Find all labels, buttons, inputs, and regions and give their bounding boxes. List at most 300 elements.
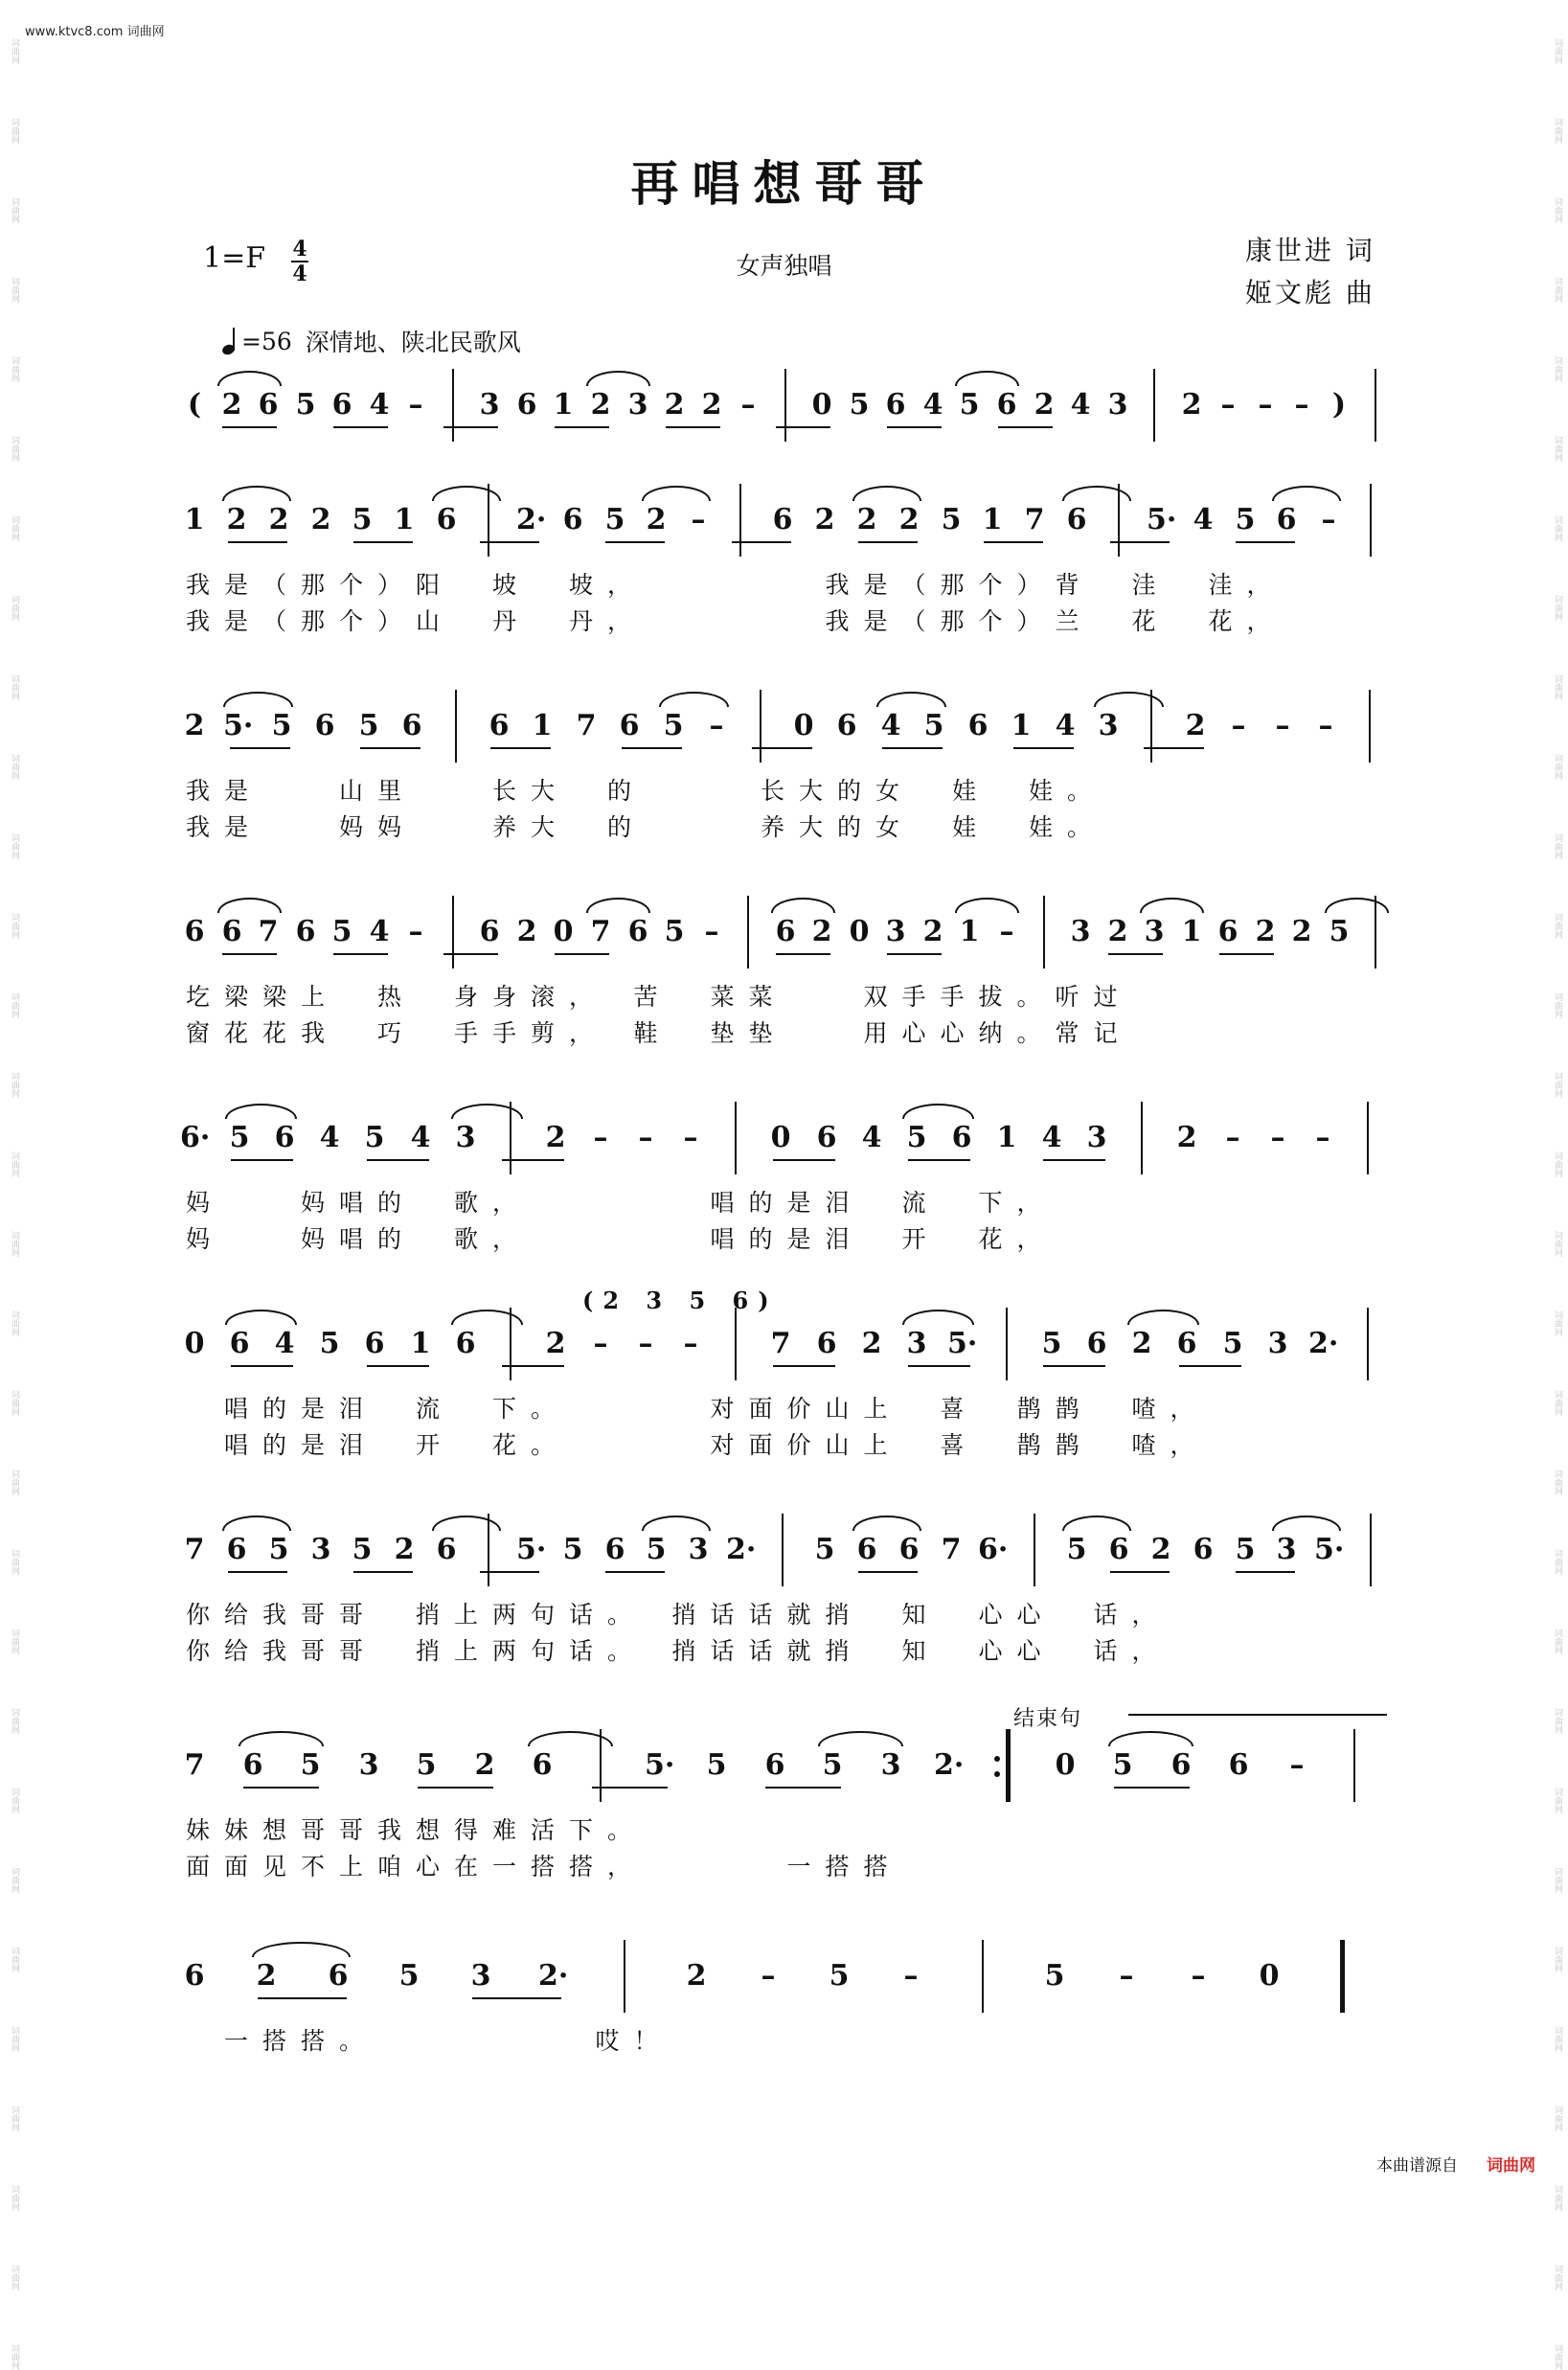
note: – [691, 503, 706, 536]
bar-line [452, 896, 454, 969]
note: – [1220, 388, 1236, 422]
watermark-text: 词曲网 [1553, 1151, 1562, 1177]
note: 2 [590, 388, 611, 422]
note: 3 [358, 1748, 379, 1782]
note: 5 [814, 1533, 835, 1566]
slur-arc [902, 1310, 974, 1325]
note: 5 [941, 503, 962, 536]
slur-arc [252, 1942, 351, 1957]
note: 5 [295, 388, 316, 422]
note: 6 [221, 915, 242, 948]
beam-line [360, 747, 420, 749]
lyric-line: 圪梁梁上 热 身身滚， 苦 菜菜 双手手拔。听过 [186, 983, 1132, 1011]
notes-row [180, 1327, 1398, 1384]
watermark-text: 词曲网 [1553, 2026, 1562, 2052]
watermark-text: 词曲网 [1553, 277, 1562, 303]
site-header[interactable]: www.ktvc8.com 词曲网 [25, 25, 165, 39]
note: – [740, 388, 756, 422]
note: 0 [1259, 1959, 1280, 1993]
note: 5 [1329, 915, 1350, 948]
slur-arc [451, 1310, 523, 1325]
lyric-line: 妹妹想哥哥我想得难活下。 [186, 1816, 647, 1844]
note: 5 [959, 388, 980, 422]
beam-line [776, 426, 830, 428]
bar-line [1006, 1308, 1008, 1380]
bar-line [982, 1940, 984, 2013]
slur-arc [1272, 1515, 1341, 1531]
note: 1 [996, 1121, 1017, 1154]
note: 0 [849, 915, 870, 948]
beam-line [1013, 747, 1074, 749]
note: 7 [576, 709, 597, 742]
note: 2 [268, 503, 289, 536]
note: 4 [410, 1121, 431, 1154]
time-signature-top: 4 [292, 237, 307, 262]
beam-line [858, 541, 918, 543]
composer-credit: 姬文彪 曲 [1245, 277, 1375, 308]
watermark-text: 词曲网 [10, 1947, 19, 1972]
repeat-dot [994, 1771, 1000, 1777]
slur-arc [1094, 692, 1164, 707]
watermark-text: 词曲网 [10, 913, 19, 939]
watermark-text: 词曲网 [1553, 595, 1562, 621]
note: – [1275, 709, 1290, 742]
watermark-text: 词曲网 [10, 1549, 19, 1575]
note: 6 [1066, 503, 1087, 536]
bar-line [739, 484, 741, 557]
note: – [761, 1959, 776, 1993]
watermark-text: 词曲网 [1553, 356, 1562, 382]
watermark-text: 词曲网 [1553, 1390, 1562, 1416]
note: 5· [1147, 503, 1177, 536]
note: 2 [922, 915, 943, 948]
slur-arc [771, 898, 835, 913]
note: 6 [242, 1748, 263, 1782]
watermark-text: 词曲网 [10, 515, 19, 541]
note: 6· [180, 1121, 211, 1154]
slur-arc [217, 898, 282, 913]
slur-arc [222, 1515, 291, 1531]
watermark-text: 词曲网 [1553, 2265, 1562, 2290]
beam-line [222, 426, 277, 428]
watermark-text: 词曲网 [10, 1231, 19, 1257]
lyric-line: 面面见不上咱心在一搭搭， 一搭搭 [186, 1853, 902, 1880]
note: 2 [861, 1327, 882, 1360]
credits [1245, 230, 1375, 314]
note: 6 [258, 388, 279, 422]
note: 6 [885, 388, 906, 422]
note: 5 [1112, 1748, 1133, 1782]
watermark-text: 词曲网 [1553, 2106, 1562, 2131]
note: 6 [455, 1327, 476, 1360]
beam-line [258, 1997, 347, 1999]
watermark-text: 词曲网 [10, 1470, 19, 1495]
note: – [709, 709, 724, 742]
note: 7 [590, 915, 611, 948]
repeat-dot [994, 1756, 1000, 1762]
note: – [593, 1327, 608, 1360]
beam-line [908, 1159, 970, 1161]
note: 3 [906, 1327, 927, 1360]
bar-line [452, 369, 454, 442]
bar-line [1141, 1102, 1143, 1174]
bar-line [488, 484, 489, 557]
watermark-text: 词曲网 [10, 2106, 19, 2131]
watermark-text: 词曲网 [10, 833, 19, 859]
bar-line [1034, 1514, 1035, 1586]
footer-brand[interactable]: 词曲网 [1487, 2156, 1535, 2176]
bar-line [1375, 369, 1376, 442]
watermark-text: 词曲网 [10, 992, 19, 1018]
bar-line [1375, 896, 1376, 969]
bar-line [735, 1102, 737, 1174]
note: 4 [1041, 1121, 1062, 1154]
note: 3 [1144, 915, 1165, 948]
bar-line [760, 690, 761, 763]
note: 5· [516, 1533, 547, 1566]
beam-line [367, 1365, 429, 1367]
ending-bracket [1128, 1714, 1387, 1716]
note: – [638, 1327, 653, 1360]
note: – [1315, 1121, 1330, 1154]
beam-line [765, 1787, 841, 1789]
quarter-note-icon [222, 328, 238, 354]
score-system [180, 1287, 1398, 1499]
note: ) [1331, 388, 1347, 422]
lyric-line: 我是（那个）山 丹 丹， 我是（那个）兰 花 花， [186, 607, 1285, 635]
bar-line [1367, 1308, 1369, 1380]
slur-arc [1127, 1310, 1199, 1325]
note: 6 [967, 709, 989, 742]
lyric-line: 窗花花我 巧 手手剪， 鞋 垫垫 用心心纳。常记 [186, 1019, 1132, 1047]
tempo-expression: 深情地、陕北民歌风 [305, 329, 521, 356]
note: 5 [664, 915, 685, 948]
note: 6 [619, 709, 640, 742]
note: 6 [274, 1121, 295, 1154]
watermark-text: 词曲网 [10, 1151, 19, 1177]
note: 2 [221, 388, 242, 422]
note: – [683, 1327, 698, 1360]
slur-arc [955, 371, 1019, 386]
note: 2 [310, 503, 331, 536]
watermark-text: 词曲网 [1553, 674, 1562, 700]
slur-arc [1325, 898, 1389, 913]
bar-line [782, 1514, 784, 1586]
beam-line [1236, 1571, 1295, 1573]
watermark-left [6, 38, 19, 2370]
note: 5 [706, 1748, 727, 1782]
bar-line [735, 1308, 737, 1380]
note: 3 [627, 388, 648, 422]
beam-line [222, 953, 277, 955]
watermark-text: 词曲网 [1553, 992, 1562, 1018]
slur-arc [955, 898, 1019, 913]
bar-line [1006, 1729, 1011, 1802]
note: – [408, 388, 423, 422]
note: 2 [516, 915, 537, 948]
note: 6 [226, 1533, 247, 1566]
note: 7 [770, 1327, 791, 1360]
bar-line [1369, 690, 1371, 763]
note: 6 [479, 915, 500, 948]
watermark-text: 词曲网 [1553, 197, 1562, 223]
note: 5 [398, 1959, 420, 1993]
note: 2 [898, 503, 920, 536]
note: 2· [516, 503, 547, 536]
note: 1 [959, 915, 980, 948]
note: 4 [1070, 388, 1091, 422]
beam-line [490, 747, 551, 749]
note: 1 [532, 709, 553, 742]
note: 4 [274, 1327, 295, 1360]
watermark-text: 词曲网 [1553, 2344, 1562, 2370]
beam-line [502, 1159, 564, 1161]
note: 1 [410, 1327, 431, 1360]
bar-line [488, 1514, 489, 1586]
note: – [683, 1121, 698, 1154]
note: 5 [849, 388, 870, 422]
watermark-text: 词曲网 [1553, 38, 1562, 64]
note: 2 [701, 388, 722, 422]
notes-row [180, 709, 1398, 766]
note: 2 [1181, 388, 1202, 422]
tempo-bpm: =56 [241, 327, 292, 355]
note: 6 [772, 503, 793, 536]
beam-line [228, 541, 287, 543]
beam-line [502, 1365, 564, 1367]
note: – [1225, 1121, 1240, 1154]
watermark-text: 词曲网 [10, 674, 19, 700]
note: 2· [934, 1748, 965, 1782]
beam-line [887, 426, 942, 428]
score-system [180, 915, 1398, 1087]
slur-arc [223, 692, 293, 707]
note: 1 [553, 388, 574, 422]
lyric-line: 唱的是泪 开 花。 对面价山上 喜 鹊鹊 喳， [186, 1431, 1209, 1459]
time-signature-bottom: 4 [292, 262, 307, 286]
note: – [903, 1959, 919, 1993]
beam-line [418, 1787, 493, 1789]
beam-line [666, 426, 720, 428]
note: – [1119, 1959, 1134, 1993]
note: 6 [1170, 1748, 1192, 1782]
tempo-marking [222, 324, 521, 358]
note: – [1289, 1748, 1305, 1782]
beam-line [231, 1159, 293, 1161]
watermark-text: 词曲网 [1553, 1867, 1562, 1893]
slur-arc [239, 1731, 324, 1746]
note: 5 [352, 503, 373, 536]
note: 6 [328, 1959, 349, 1993]
note: 3 [688, 1533, 709, 1566]
watermark-text: 词曲网 [1553, 1708, 1562, 1734]
note: 5 [604, 503, 625, 536]
note: 6 [295, 915, 316, 948]
note: 2 [664, 388, 685, 422]
note: 5 [1044, 1959, 1065, 1993]
note: 5 [822, 1748, 843, 1782]
beam-line [776, 953, 830, 955]
source-label: 本曲谱源自 [1376, 2156, 1458, 2176]
slur-arc [432, 1515, 501, 1531]
lyricist-credit: 康世进 词 [1245, 235, 1375, 266]
note: 6 [1276, 503, 1297, 536]
note: – [1294, 388, 1309, 422]
note: ( [187, 388, 202, 422]
watermark-text: 词曲网 [10, 118, 19, 144]
note: 3 [470, 1959, 491, 1993]
watermark-text: 词曲网 [1553, 1231, 1562, 1257]
note: 2 [256, 1959, 277, 1993]
note: 6· [978, 1533, 1009, 1566]
note: 5 [319, 1327, 340, 1360]
beam-line [752, 747, 812, 749]
note: 4 [369, 388, 390, 422]
note: 7 [941, 1533, 962, 1566]
slur-arc [902, 1104, 974, 1119]
lyric-line: 一搭搭。 哎！ [186, 2027, 672, 2055]
note: 2 [1176, 1121, 1197, 1154]
watermark-text: 词曲网 [10, 2265, 19, 2290]
notes-row [180, 1748, 1398, 1806]
note: 1 [1011, 709, 1032, 742]
note: 2 [814, 503, 835, 536]
note: 5 [364, 1121, 385, 1154]
note: 5· [1314, 1533, 1345, 1566]
note: 2 [856, 503, 877, 536]
watermark-text: 词曲网 [1553, 2185, 1562, 2211]
watermark-text: 词曲网 [10, 1629, 19, 1654]
bar-line [510, 1102, 511, 1174]
watermark-right [1549, 38, 1562, 2370]
bar-line [1118, 484, 1120, 557]
notes-row [180, 1959, 1398, 2017]
beam-line [1108, 953, 1163, 955]
bar-line [600, 1729, 602, 1802]
watermark-text: 词曲网 [1553, 1549, 1562, 1575]
beam-line [908, 1365, 970, 1367]
beam-line [480, 1571, 539, 1573]
watermark-text: 词曲网 [1553, 1947, 1562, 1972]
note: 1 [394, 503, 415, 536]
slur-arc [818, 1731, 903, 1746]
watermark-text: 词曲网 [1553, 833, 1562, 859]
note: – [593, 1121, 608, 1154]
note: 3 [1086, 1121, 1107, 1154]
beam-line [882, 747, 943, 749]
note: 5 [1041, 1327, 1062, 1360]
watermark-text: 词曲网 [1553, 515, 1562, 541]
slur-arc [1108, 1731, 1193, 1746]
note: 2 [646, 503, 667, 536]
beam-line [1114, 1787, 1190, 1789]
watermark-text: 词曲网 [10, 595, 19, 621]
lyric-line: 我是（那个）阳 坡 坡， 我是（那个）背 洼 洼， [186, 571, 1285, 599]
note: 4 [922, 388, 943, 422]
lyric-line: 我是 妈妈 养大 的 养大的女 娃 娃。 [186, 813, 1106, 841]
bar-line [1367, 1102, 1369, 1174]
note: 7 [258, 915, 279, 948]
note: 2 [811, 915, 832, 948]
bar-line [1043, 896, 1045, 969]
note: 6 [898, 1533, 920, 1566]
note: 5 [906, 1121, 927, 1154]
note: 6 [775, 915, 796, 948]
note: 3 [1098, 709, 1119, 742]
note: 6 [951, 1121, 972, 1154]
note: 6 [1176, 1327, 1197, 1360]
note: – [999, 915, 1014, 948]
note: 6 [836, 709, 857, 742]
note: 5· [947, 1327, 978, 1360]
note: 7 [1024, 503, 1045, 536]
note: – [704, 915, 719, 948]
beam-line [773, 1365, 835, 1367]
note: 5 [923, 709, 944, 742]
lyric-line: 你给我哥哥 捎上两句话。 捎话话就捎 知 心心 话， [186, 1637, 1170, 1665]
note: 0 [1055, 1748, 1076, 1782]
slur-arc [586, 371, 650, 386]
score-system [180, 1533, 1398, 1705]
watermark-text: 词曲网 [1553, 754, 1562, 780]
performer-label: 女声独唱 [736, 252, 832, 280]
score-system [180, 1959, 1398, 2131]
watermark-text: 词曲网 [1553, 913, 1562, 939]
beam-line [555, 953, 609, 955]
slur-arc [876, 692, 946, 707]
bar-line [624, 1940, 625, 2013]
note: – [1318, 709, 1333, 742]
notes-row [180, 1533, 1398, 1590]
bar-line [1150, 690, 1152, 763]
note: 5 [646, 1533, 667, 1566]
note: 6 [1228, 1748, 1249, 1782]
watermark-text: 词曲网 [10, 1310, 19, 1336]
note: 2 [1034, 388, 1055, 422]
note: 6 [184, 915, 205, 948]
note: – [1270, 1121, 1285, 1154]
note: 5 [562, 1533, 583, 1566]
note: 6 [516, 388, 537, 422]
note: 3 [1107, 388, 1128, 422]
note: 0 [184, 1327, 205, 1360]
beam-line [1110, 1571, 1170, 1573]
note: 5· [645, 1748, 675, 1782]
watermark-text: 词曲网 [10, 1867, 19, 1893]
watermark-text: 词曲网 [10, 38, 19, 64]
note: 6 [1193, 1533, 1214, 1566]
lyric-line: 我是 山里 长大 的 长大的女 娃 娃。 [186, 777, 1106, 805]
note: 5 [829, 1959, 850, 1993]
beam-line [984, 541, 1043, 543]
footer [1376, 2152, 1535, 2176]
note: 3 [880, 1748, 901, 1782]
score-system [180, 1707, 1398, 1921]
watermark-text: 词曲网 [1553, 1470, 1562, 1495]
note: 6 [856, 1533, 877, 1566]
watermark-text: 词曲网 [10, 2026, 19, 2052]
beam-line [367, 1159, 429, 1161]
note: 2 [474, 1748, 495, 1782]
note: 2 [394, 1533, 415, 1566]
note: 4 [1055, 709, 1076, 742]
notes-row [180, 1121, 1398, 1178]
note: 6 [764, 1748, 785, 1782]
watermark-text: 词曲网 [10, 197, 19, 223]
beam-line [353, 1571, 413, 1573]
note: 5 [1222, 1327, 1243, 1360]
note: 6 [184, 1959, 205, 1993]
